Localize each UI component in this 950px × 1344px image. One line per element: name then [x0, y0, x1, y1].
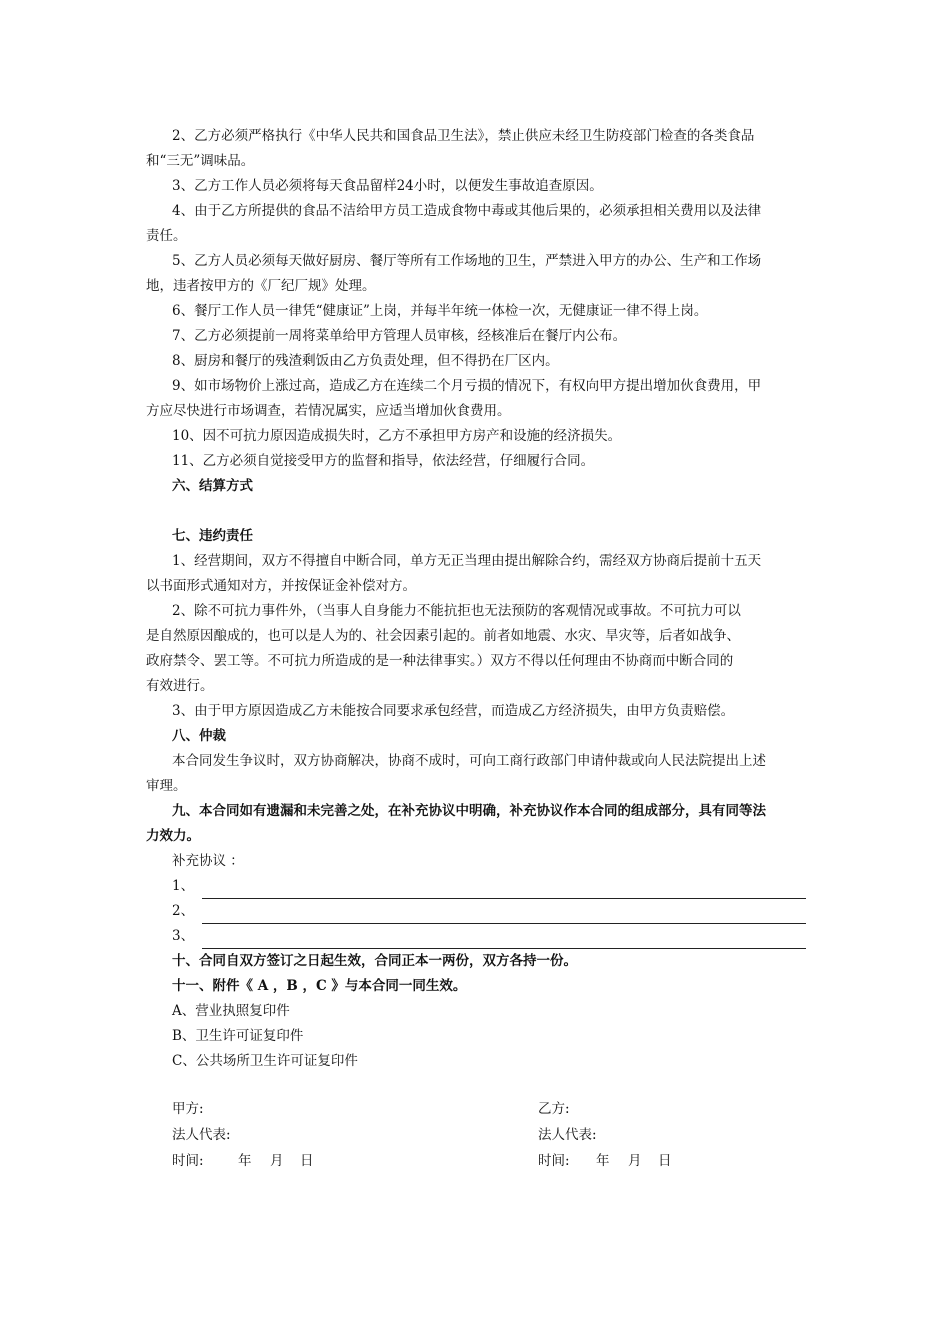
clause-list [146, 124, 806, 474]
section7-p1: 1、经营期间，双方不得擅自中断合同，单方无正当理由提出解除合约，需经双方协商后提前十五天 以书面形式通知对方，并按保证金补偿对方。 [146, 553, 762, 594]
party-b-label: 乙方: [538, 1101, 570, 1117]
day-label: 日 [658, 1153, 672, 1169]
blank-line [202, 880, 806, 899]
clause-item: 6、餐厅工作人员一律凭“健康证”上岗，并每半年统一体检一次，无健康证一律不得上岗。 [172, 303, 708, 319]
day-label: 日 [300, 1153, 314, 1169]
section9-text: 九、本合同如有遗漏和未完善之处，在补充协议中明确，补充协议作本合同的组成部分，具有同等法 力效力。 [146, 803, 766, 844]
supplement-line-number: 3、 [172, 928, 195, 944]
supplement-label: 补充协议 ： [172, 853, 244, 869]
section11-text: 十一、附件《 A ，B ，C 》与本合同一同生效。 [172, 978, 467, 994]
section7-title: 七、违约责任 [172, 528, 253, 544]
month-label: 月 [628, 1153, 642, 1169]
contract-page [146, 124, 806, 1074]
supplement-line-number: 2、 [172, 903, 195, 919]
time-label: 时间: [538, 1153, 570, 1169]
time-label: 时间: [172, 1153, 204, 1169]
party-a-time [172, 1148, 314, 1174]
section10-text: 十、合同自双方签订之日起生效，合同正本一两份，双方各持一份。 [172, 953, 577, 969]
clause-item: 11、乙方必须自觉接受甲方的监督和指导，依法经营，仔细履行合同。 [172, 453, 595, 469]
section7-p3: 3、由于甲方原因造成乙方未能按合同要求承包经营，而造成乙方经济损失，由甲方负责赔偿。 [172, 703, 735, 719]
party-b-time [538, 1148, 672, 1174]
clause-item: 7、乙方必须提前一周将菜单给甲方管理人员审核，经核准后在餐厅内公布。 [172, 328, 627, 344]
supplement-line[interactable] [172, 899, 806, 924]
section8-text: 本合同发生争议时，双方协商解决，协商不成时，可向工商行政部门申请仲裁或向人民法院提出上述 审理。 [146, 753, 766, 794]
clause-item: 9、如市场物价上涨过高，造成乙方在连续二个月亏损的情况下，有权向甲方提出增加伙食费用，甲 方应尽快进行市场调查，若情况属实，应适当增加伙食费用。 [146, 378, 762, 419]
clause-item: 2、乙方必须严格执行《中华人民共和国食品卫生法》，禁止供应未经卫生防疫部门检查的各类食品 和“三无”调味品。 [146, 128, 755, 169]
attachment-item: B、卫生许可证复印件 [172, 1028, 304, 1044]
clause-item: 10、因不可抗力原因造成损失时，乙方不承担甲方房产和设施的经济损失。 [172, 428, 622, 444]
clause-item: 3、乙方工作人员必须将每天食品留样24小时，以便发生事故追查原因。 [172, 178, 603, 194]
month-label: 月 [270, 1153, 284, 1169]
party-a-label: 甲方: [172, 1101, 204, 1117]
clause-item: 4、由于乙方所提供的食品不洁给甲方员工造成食物中毒或其他后果的，必须承担相关费用以及法律 责任。 [146, 203, 762, 244]
supplement-line[interactable] [172, 874, 806, 899]
supplement-line-number: 1、 [172, 878, 195, 894]
blank-line [202, 905, 806, 924]
supplement-line[interactable] [172, 924, 806, 949]
party-b-legal-rep: 法人代表: [538, 1127, 597, 1143]
section8-title: 八、仲裁 [172, 728, 226, 744]
party-b-signature [538, 1096, 672, 1174]
blank-line [202, 930, 806, 949]
blank-gap [172, 499, 806, 524]
clause-item: 8、厨房和餐厅的残渣剩饭由乙方负责处理，但不得扔在厂区内。 [172, 353, 559, 369]
party-a-signature [172, 1096, 314, 1174]
year-label: 年 [596, 1153, 610, 1169]
section6-title: 六、结算方式 [172, 478, 253, 494]
party-a-legal-rep: 法人代表: [172, 1127, 231, 1143]
attachment-item: A、营业执照复印件 [172, 1003, 290, 1019]
section7-p2: 2、除不可抗力事件外，（当事人自身能力不能抗拒也无法预防的客观情况或事故。不可抗力可以 是自然原因酿成的，也可以是人为的、社会因素引起的。前者如地震、水灾、旱灾等，后者如战争、 政府禁令、罢工等。不可抗力所造成的是一种法律事实。）双方不得以任何理由不协商而中断合同的 有效进行。 [146, 603, 741, 694]
year-label: 年 [238, 1153, 252, 1169]
clause-item: 5、乙方人员必须每天做好厨房、餐厅等所有工作场地的卫生，严禁进入甲方的办公、生产和工作场 地，违者按甲方的《厂纪厂规》处理。 [146, 253, 762, 294]
attachment-item: C、公共场所卫生许可证复印件 [172, 1053, 358, 1069]
